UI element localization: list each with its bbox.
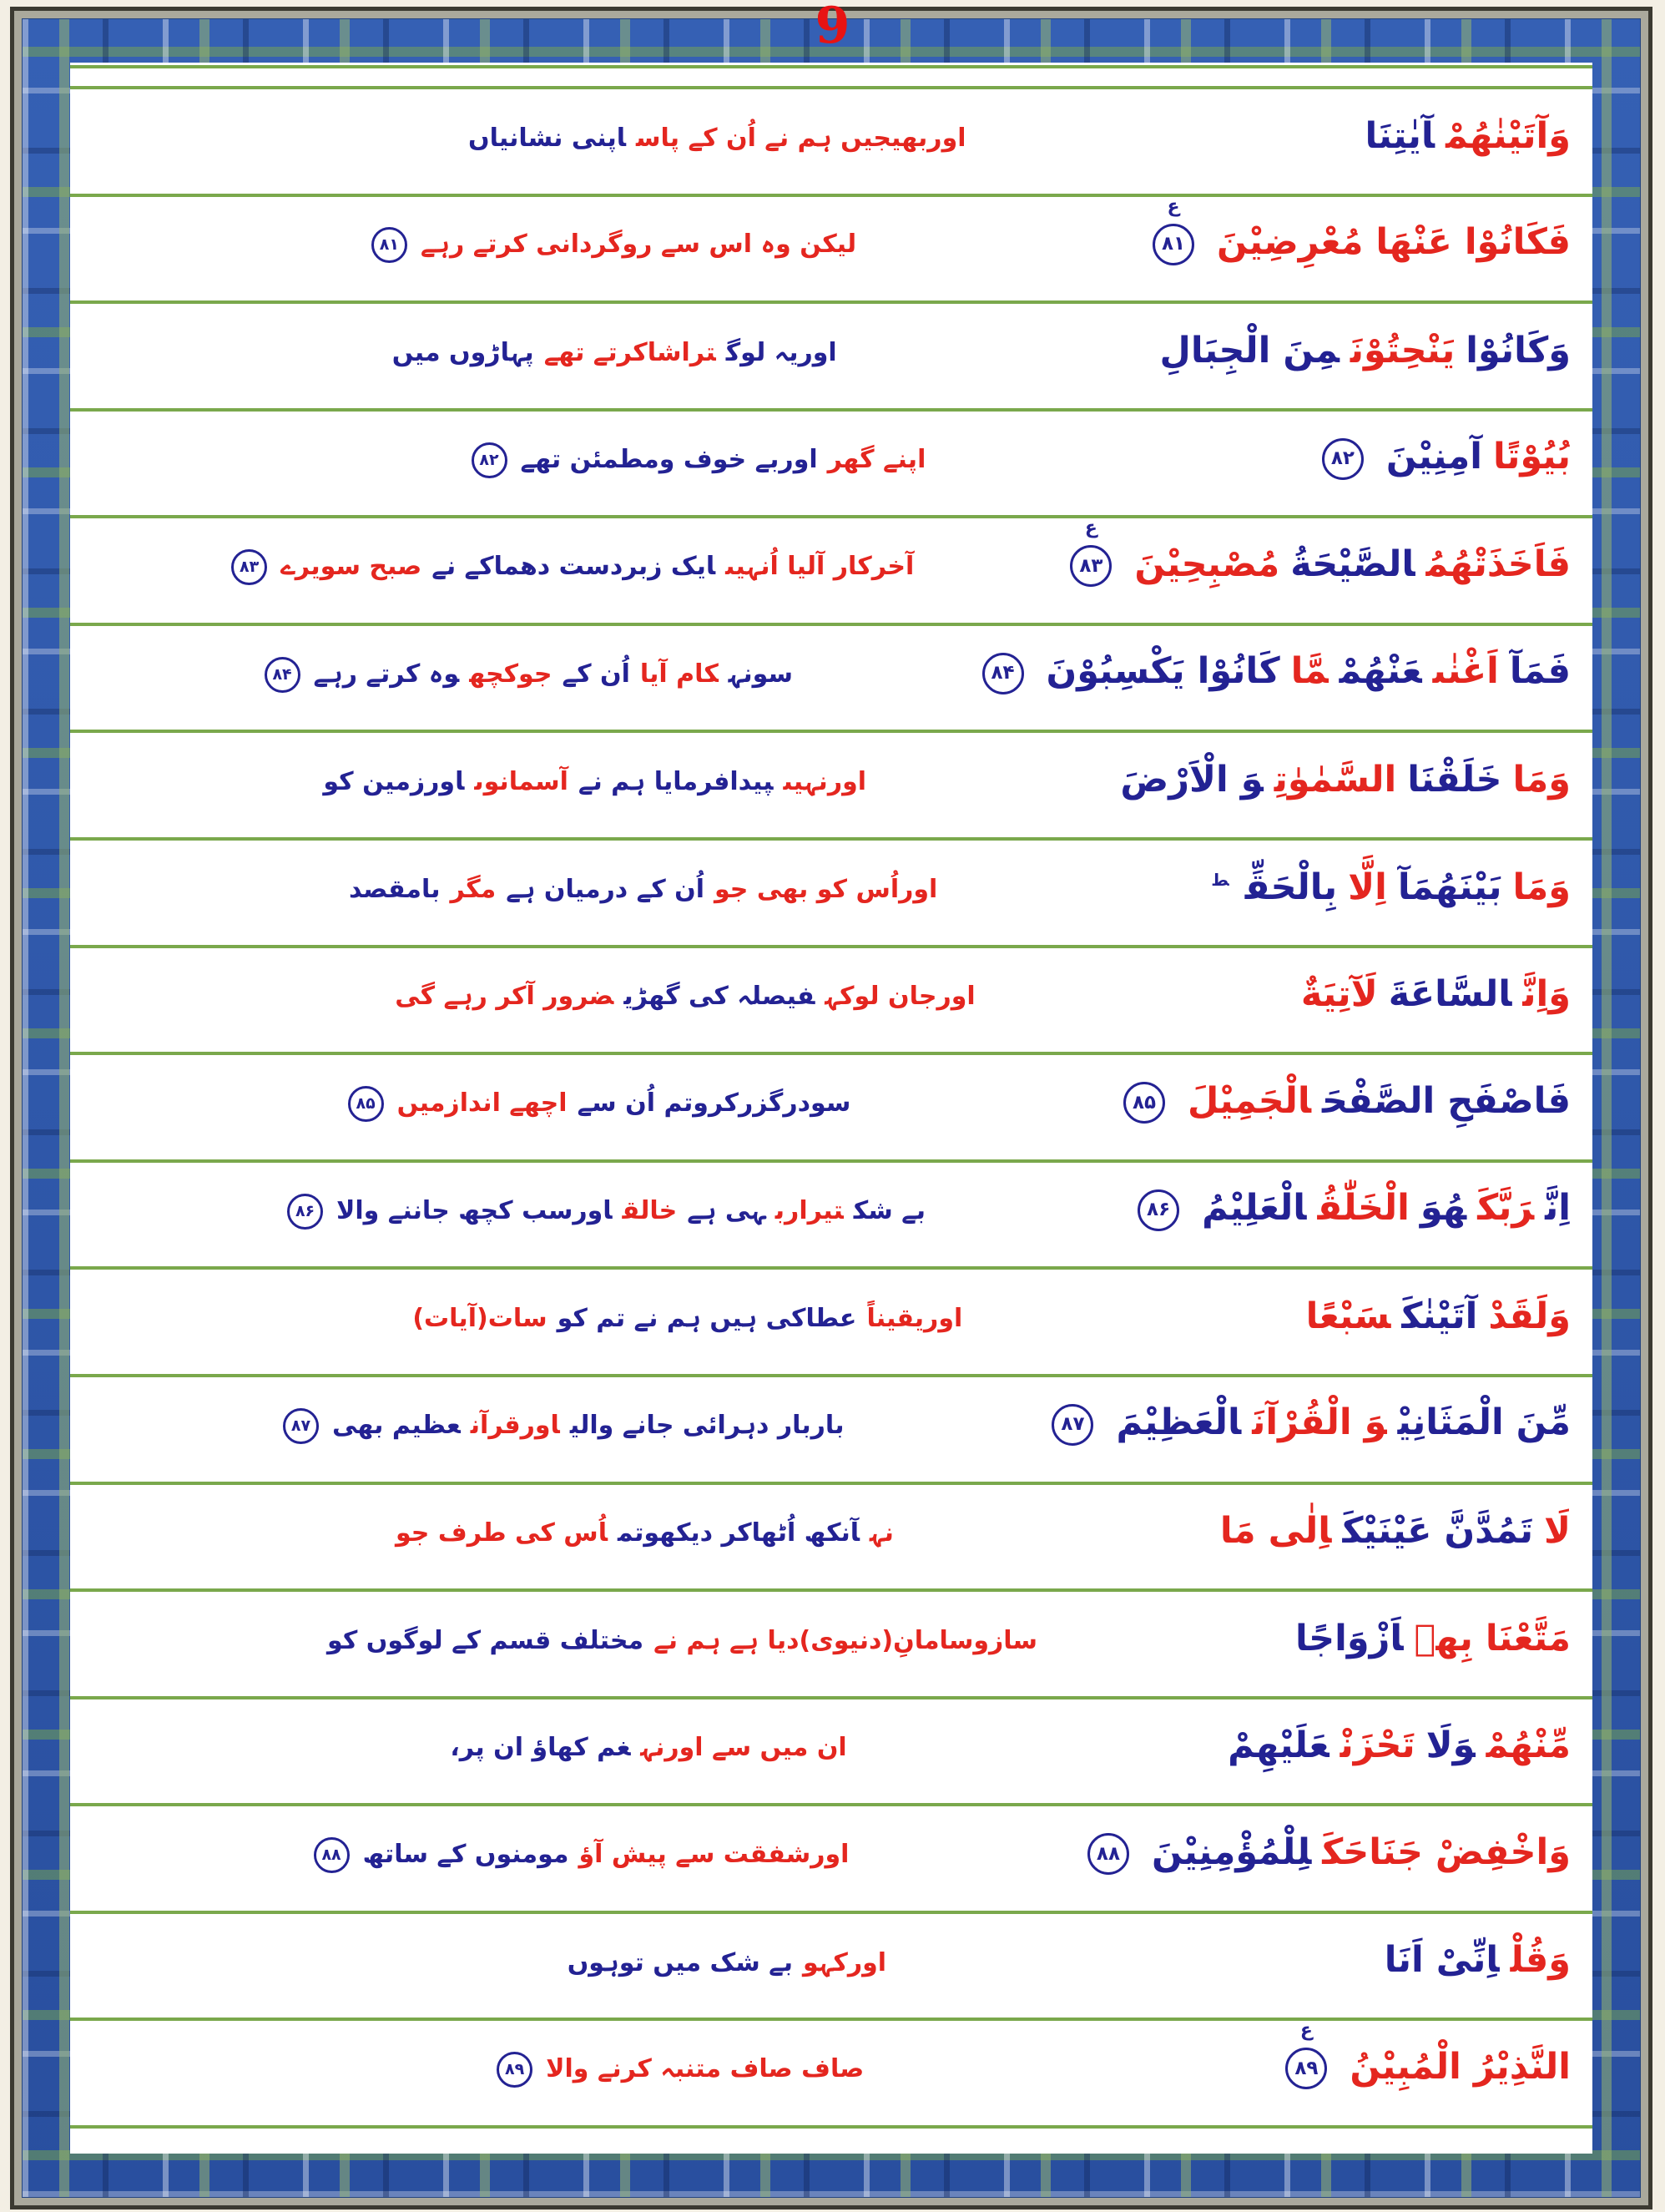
text-segment: جوکچھ xyxy=(469,659,552,689)
urdu-translation xyxy=(70,765,1104,805)
urdu-translation xyxy=(70,1624,1279,1664)
text-segment: وَمَا xyxy=(1512,866,1571,908)
text-segment: اورشفقت سے پیش آؤ xyxy=(578,1840,850,1870)
text-segment: سونہ xyxy=(728,659,793,689)
text-segment: فَاصْفَحِ الصَّفْحَ xyxy=(1322,1079,1571,1122)
text-segment: بے شک xyxy=(853,1195,926,1225)
text-segment: ہی ہے xyxy=(687,1195,765,1225)
text-segment: عطاکی ہیں ہم نے تم کو xyxy=(557,1304,857,1334)
text-segment: مَتَّعْنَا بِهٖ xyxy=(1414,1617,1571,1659)
text-segment: مگر xyxy=(450,874,497,904)
text-segment: اِلَّا xyxy=(1348,866,1387,908)
text-segment: آمِنِيْنَ xyxy=(1385,436,1483,478)
text-segment: اِنَّ xyxy=(1545,1187,1571,1230)
arabic-text xyxy=(1279,2020,1592,2100)
text-segment: الْعَظِيْمَ xyxy=(1116,1401,1242,1444)
text-segment: اوربے خوف ومطمئن تھے xyxy=(520,444,818,474)
text-segment: اَغْنٰى xyxy=(1432,650,1499,693)
urdu-translation xyxy=(70,873,1201,912)
verse-number: ۸۸ xyxy=(321,1846,341,1865)
urdu-translation xyxy=(70,1302,1290,1341)
text-segment: سَبْعًا xyxy=(1305,1295,1391,1337)
text-segment: اوریہ لوگ xyxy=(725,337,837,367)
text-segment: اپنی نشانیاں xyxy=(468,123,627,153)
text-segment: وہ کرتے رہے xyxy=(313,659,460,689)
text-segment: عَلَيْهِمْ xyxy=(1228,1725,1329,1767)
verse-number: ۸۵ xyxy=(356,1093,376,1113)
text-segment: وَلَا xyxy=(1425,1725,1476,1767)
text-segment: بِالْحَقِّ xyxy=(1244,866,1338,908)
text-segment: اپنے گھر xyxy=(827,444,926,474)
urdu-translation xyxy=(70,227,1146,270)
verse-row xyxy=(70,1270,1592,1377)
text-segment: النَّذِيْرُ الْمُبِيْنُ xyxy=(1350,2045,1571,2088)
verse-number-badge xyxy=(1138,1189,1179,1231)
arabic-text xyxy=(1144,331,1592,381)
arabic-text xyxy=(1350,116,1592,167)
ruku-mark: ع xyxy=(1299,2020,1313,2042)
verse-row xyxy=(70,1377,1592,1485)
verse-row xyxy=(70,1055,1592,1163)
text-segment: غم کھاؤ ان پر، xyxy=(450,1733,631,1763)
verse-row xyxy=(70,626,1592,734)
text-segment: آتَيْنٰكَ xyxy=(1401,1295,1478,1337)
verse-row xyxy=(70,1485,1592,1593)
text-segment: وَكَانُوْا xyxy=(1466,329,1571,371)
verse-number-badge xyxy=(1153,195,1194,265)
text-segment: عَنْهُمْ xyxy=(1339,650,1422,693)
text-segment: رَبَّكَ xyxy=(1477,1187,1535,1230)
text-segment: خالق xyxy=(622,1195,678,1225)
page-sheet xyxy=(70,63,1592,2154)
verse-row xyxy=(70,1914,1592,2022)
text-segment: اورنہیں xyxy=(783,767,867,797)
text-segment: لَآتِيَةٌ xyxy=(1300,973,1378,1016)
text-segment: نہ xyxy=(870,1518,894,1548)
text-segment: باربار دہرائی جانے والی xyxy=(569,1410,845,1440)
verse-row xyxy=(70,733,1592,841)
text-segment: كَانُوْا يَكْسِبُوْنَ xyxy=(1046,650,1280,693)
urdu-translation xyxy=(70,2052,1279,2094)
text-segment: السَّاعَةَ xyxy=(1388,973,1512,1016)
verse-number-badge xyxy=(497,2052,532,2088)
verse-number: ۸۳ xyxy=(240,558,260,577)
text-segment: مِّنَ الْمَثَانِيْ xyxy=(1397,1401,1571,1444)
text-segment: ط xyxy=(1211,870,1229,891)
text-segment: وَآتَيْنٰهُمْ xyxy=(1446,114,1571,157)
verse-rows xyxy=(70,89,1592,2129)
arabic-text xyxy=(1285,974,1592,1025)
text-segment: مُصْبِحِيْنَ xyxy=(1134,543,1280,585)
text-segment: مِنَ الْجِبَالِ xyxy=(1159,329,1340,371)
text-segment: ایک زبردست دھماکے نے xyxy=(431,552,716,582)
text-segment: اچھے اندازمیں xyxy=(396,1088,568,1118)
verse-number: ۸۹ xyxy=(505,2060,525,2079)
text-segment: سازوسامانِ(دنیوی)دیا ہے ہم نے xyxy=(653,1625,1038,1655)
text-segment: صبح سویرے xyxy=(280,552,422,582)
text-segment: اوراُس کو بھی جو xyxy=(714,874,938,904)
verse-row xyxy=(70,518,1592,626)
verse-number-badge xyxy=(472,442,507,478)
text-segment: عظیم بھی xyxy=(331,1410,461,1440)
header-strip xyxy=(70,65,1592,89)
urdu-translation xyxy=(70,336,1144,376)
arabic-text xyxy=(976,651,1592,705)
arabic-text xyxy=(1063,518,1592,598)
verse-number: ۸۴ xyxy=(272,664,292,684)
text-segment: ان میں سے اورنہ xyxy=(640,1733,847,1763)
text-segment: وَ الْقُرْآنَ xyxy=(1252,1401,1387,1444)
verse-row xyxy=(70,948,1592,1056)
text-segment: لیکن وہ اس سے روگردانی کرتے رہے xyxy=(420,230,857,260)
urdu-translation xyxy=(70,1947,1369,1986)
arabic-text xyxy=(1081,1832,1592,1886)
text-segment: آيٰتِنَا xyxy=(1365,114,1435,157)
urdu-translation xyxy=(70,549,1063,592)
text-segment: مِّنْهُمْ xyxy=(1486,1725,1571,1767)
text-segment: آنکھ اُٹھاکر دیکھوتم xyxy=(617,1518,860,1548)
text-segment: آخرکار آلیا اُنہیں xyxy=(725,552,915,582)
text-segment: سات(آیات) xyxy=(412,1304,547,1334)
verse-number-badge xyxy=(314,1837,350,1873)
text-segment: مختلف قسم کے لوگوں کو xyxy=(327,1625,644,1655)
text-segment: فیصلہ کی گھڑی xyxy=(623,982,815,1012)
text-segment: اورزمین کو xyxy=(323,767,465,797)
verse-number-badge xyxy=(231,549,267,585)
text-segment: اورسب کچھ جاننے والا xyxy=(336,1195,613,1225)
text-segment: وَ الْاَرْضَ xyxy=(1120,759,1264,801)
arabic-text xyxy=(1104,760,1592,811)
verse-row xyxy=(70,1163,1592,1270)
text-segment: يَنْحِتُوْنَ xyxy=(1350,329,1456,371)
text-segment: اورقرآن xyxy=(470,1410,560,1440)
arabic-text xyxy=(1045,1402,1592,1456)
verse-number: ۸۲ xyxy=(479,450,499,469)
arabic-text xyxy=(1315,437,1592,490)
arabic-text xyxy=(1369,1940,1592,1991)
urdu-translation xyxy=(70,980,1285,1019)
urdu-translation xyxy=(70,1408,1045,1451)
text-segment: سودرگزرکروتم اُن سے xyxy=(577,1088,851,1118)
verse-row xyxy=(70,1592,1592,1699)
text-segment: الْجَمِيْلَ xyxy=(1187,1079,1312,1122)
verse-row xyxy=(70,1806,1592,1914)
arabic-text xyxy=(1131,1188,1592,1241)
verse-number: ۸۷ xyxy=(1061,1413,1085,1436)
arabic-text xyxy=(1117,1081,1592,1134)
verse-number-badge xyxy=(283,1408,319,1444)
urdu-translation xyxy=(70,442,1315,485)
text-segment: پہاڑوں میں xyxy=(391,337,534,367)
urdu-translation xyxy=(70,1194,1131,1236)
text-segment: اورکہو xyxy=(802,1947,887,1977)
text-segment: اِلٰى مَا xyxy=(1219,1510,1332,1553)
text-segment: بُيُوْتًا xyxy=(1493,436,1571,478)
decorative-border xyxy=(22,18,1641,2198)
text-segment: کام آیا xyxy=(639,659,719,689)
text-segment: الْعَلِيْمُ xyxy=(1202,1187,1307,1230)
verse-row xyxy=(70,841,1592,948)
verse-number: ۸۶ xyxy=(1147,1199,1171,1221)
verse-row xyxy=(70,412,1592,519)
page-frame xyxy=(10,7,1652,2209)
urdu-translation xyxy=(70,1086,1117,1129)
verse-row xyxy=(70,304,1592,412)
verse-number-badge xyxy=(1322,438,1364,480)
verse-number-badge xyxy=(348,1086,384,1122)
text-segment: السَّمٰوٰتِ xyxy=(1274,759,1397,801)
text-segment: بامقصد xyxy=(348,874,441,904)
verse-row xyxy=(70,2021,1592,2129)
text-segment: مومنوں کے ساتھ xyxy=(362,1840,569,1870)
text-segment: فَكَانُوْا عَنْهَا مُعْرِضِيْنَ xyxy=(1217,221,1571,264)
arabic-text xyxy=(1212,1725,1592,1776)
ruku-mark: ع xyxy=(1084,518,1097,539)
urdu-translation xyxy=(70,1731,1212,1770)
text-segment: اِنِّیْ اَنَا xyxy=(1384,1939,1500,1982)
text-segment: الصَّيْحَةُ xyxy=(1290,543,1415,585)
verse-number-badge xyxy=(1123,1082,1165,1124)
text-segment: پیدافرمایا ہم نے xyxy=(578,767,774,797)
verse-number-badge xyxy=(1070,518,1112,587)
verse-row xyxy=(70,89,1592,197)
text-segment: لِلْمُؤْمِنِيْنَ xyxy=(1151,1831,1312,1873)
text-segment: اُس کی طرف جو xyxy=(395,1518,608,1548)
verse-number-badge xyxy=(982,653,1024,694)
text-segment: تیرارب xyxy=(774,1195,844,1225)
verse-number-badge xyxy=(1087,1833,1129,1875)
text-segment: وَاخْفِضْ جَنَاحَكَ xyxy=(1322,1831,1571,1873)
text-segment: فَمَآ xyxy=(1509,650,1571,693)
verse-number-badge xyxy=(1052,1404,1093,1446)
text-segment: لَا xyxy=(1543,1510,1571,1553)
verse-number: ۸۶ xyxy=(295,1201,315,1220)
verse-row xyxy=(70,1699,1592,1807)
text-segment: بے شک میں توہوں xyxy=(567,1947,793,1977)
text-segment: تَمُدَّنَّ عَيْنَيْكَ xyxy=(1342,1510,1533,1553)
text-segment: فَاَخَذَتْهُمُ xyxy=(1425,543,1571,585)
verse-number-badge xyxy=(287,1194,323,1230)
page-number: 9 xyxy=(815,0,850,55)
verse-number: ۸۵ xyxy=(1132,1091,1157,1114)
verse-number: ۸۱ xyxy=(1161,233,1186,255)
verse-row xyxy=(70,197,1592,305)
footer-strip xyxy=(70,2129,1592,2154)
verse-number-badge xyxy=(265,657,300,693)
text-segment: تراشاکرتے تھے xyxy=(543,337,716,367)
urdu-translation xyxy=(70,1837,1081,1880)
text-segment: اوریقیناً xyxy=(866,1304,963,1334)
text-segment: تَحْزَنْ xyxy=(1340,1725,1415,1767)
verse-number: ۸۷ xyxy=(290,1416,311,1435)
arabic-text xyxy=(1204,1511,1592,1562)
text-segment: صاف صاف متنبہ کرنے والا xyxy=(546,2054,865,2084)
text-segment: وَلَقَدْ xyxy=(1488,1295,1571,1337)
arabic-text xyxy=(1279,1619,1592,1669)
urdu-translation xyxy=(70,122,1350,161)
text-segment: بَيْنَهُمَآ xyxy=(1397,866,1502,908)
verse-number-badge xyxy=(371,227,407,263)
verse-number-badge xyxy=(1285,2020,1327,2089)
text-segment: وَاِنَّ xyxy=(1522,973,1571,1016)
ruku-mark: ع xyxy=(1167,195,1180,217)
text-segment: اورجان لوکہ xyxy=(825,982,976,1012)
arabic-text xyxy=(1146,195,1592,275)
urdu-translation xyxy=(70,1517,1204,1556)
text-segment: وَمَا xyxy=(1512,759,1571,801)
text-segment: اُن کے xyxy=(562,659,630,689)
text-segment: ضرور آکر رہے گی xyxy=(395,982,614,1012)
verse-number: ۸۱ xyxy=(379,235,399,255)
arabic-text xyxy=(1201,867,1592,918)
text-segment: الْخَلّٰقُ xyxy=(1317,1187,1410,1230)
urdu-translation xyxy=(70,657,976,699)
text-segment: خَلَقْنَا xyxy=(1407,759,1502,801)
text-segment: هُوَ xyxy=(1420,1187,1467,1230)
verse-number: ۸۸ xyxy=(1096,1842,1120,1865)
text-segment: وَقُلْ xyxy=(1510,1939,1571,1982)
verse-number: ۸۹ xyxy=(1294,2057,1319,2079)
text-segment: اوربھیجیں ہم نے اُن کے پاس xyxy=(636,123,966,153)
text-segment: مَّا xyxy=(1290,650,1329,693)
verse-number: ۸۳ xyxy=(1079,554,1103,577)
text-segment: اَزْوَاجًا xyxy=(1295,1617,1404,1659)
arabic-text xyxy=(1290,1296,1592,1347)
verse-number: ۸۲ xyxy=(1330,447,1355,470)
text-segment: آسمانوں xyxy=(474,767,568,797)
text-segment: اُن کے درمیان ہے xyxy=(506,874,704,904)
verse-number: ۸۴ xyxy=(991,662,1015,684)
